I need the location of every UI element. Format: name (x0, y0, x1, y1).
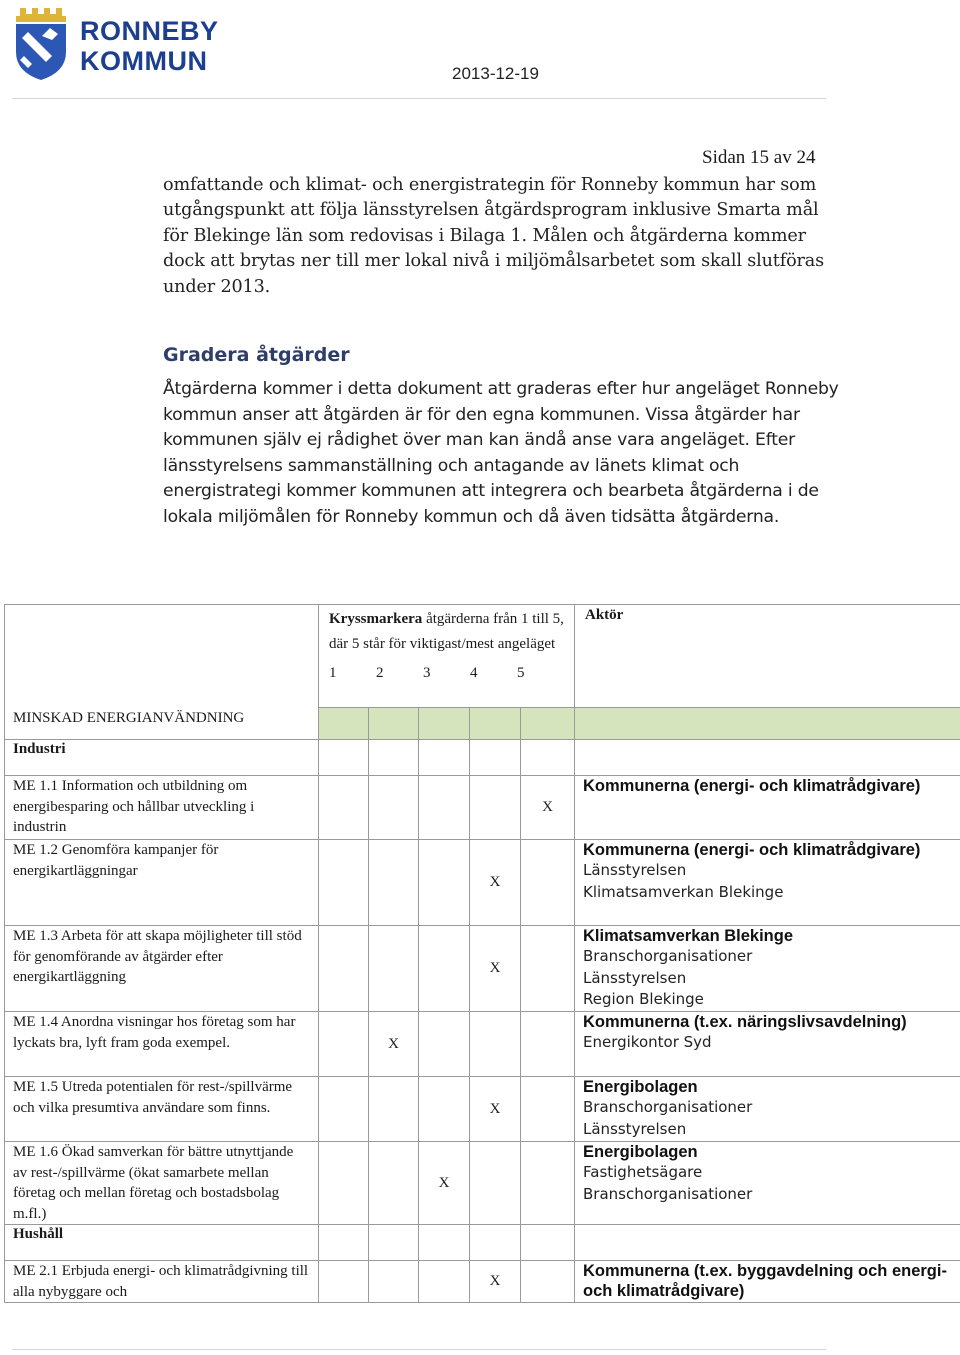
grade-mark: X (470, 1261, 521, 1303)
section-paragraph: Åtgärderna kommer i detta dokument att graderas efter hur angeläget Ronneby kommun anser att åtgärden är för den egna kommunen. Vissa åtgärder har kommunen själv ej rådighet över man kan ändå anse vara angeläget. Efter länsstyrelsens sammanställning och antagande av länets klimat och energistrategi kommer kommunen att integrera och bearbeta åtgärderna i de lokala miljömålen för Ronneby kommun och då även tidsätta åtgärderna. (163, 379, 839, 527)
actor-secondary: Energikontor Syd (583, 1033, 712, 1051)
grade-cell (369, 776, 419, 840)
grade-cell (521, 1012, 575, 1077)
subsection-industri: Industri (5, 740, 319, 776)
subsection-hushall: Hushåll (5, 1225, 319, 1261)
actor-cell (575, 840, 960, 926)
actor-secondary: Länsstyrelsen (583, 1119, 687, 1138)
grade-cell (369, 1077, 419, 1142)
empty-cell (575, 1225, 960, 1261)
empty-cell (470, 740, 521, 776)
grade-cell (470, 1142, 521, 1225)
grade-cell (419, 926, 470, 1012)
actor-cell (575, 1077, 960, 1142)
grading-header (319, 605, 575, 708)
actor-primary: Kommunerna (t.ex. byggavdelning och energi- och klimatrådgivare) (583, 1262, 947, 1300)
empty-cell (369, 1225, 419, 1261)
footer-divider (12, 1349, 826, 1350)
empty-cell (521, 740, 575, 776)
section-heading: Gradera åtgärder (163, 344, 350, 366)
green-cell (470, 708, 521, 740)
empty-cell (319, 740, 369, 776)
grade-cell (521, 926, 575, 1012)
measure-cell: ME 1.1 Information och utbildning om energibesparing och hållbar utveckling i industrin (5, 776, 319, 840)
actor-header: Aktör (575, 605, 960, 708)
category-cell (5, 605, 319, 740)
page-number: Sidan 15 av 24 (702, 147, 816, 168)
green-cell (575, 708, 960, 740)
empty-cell (419, 740, 470, 776)
empty-cell (521, 1225, 575, 1261)
measure-cell: ME 2.1 Erbjuda energi- och klimatrådgivning till alla nybyggare och (5, 1261, 319, 1303)
grade-cell (369, 926, 419, 1012)
measure-cell: ME 1.2 Genomföra kampanjer för energikartläggningar (5, 840, 319, 926)
grade-cell (319, 1012, 369, 1077)
scale-5: 5 (517, 665, 525, 681)
actor-secondary: Fastighetsägare (583, 1163, 703, 1181)
empty-cell (470, 1225, 521, 1261)
grade-cell (419, 840, 470, 926)
grade-cell (470, 776, 521, 840)
grade-cell (319, 776, 369, 840)
grade-cell (470, 1012, 521, 1077)
actor-cell (575, 776, 960, 840)
grade-cell (319, 1077, 369, 1142)
actor-primary: Kommunerna (energi- och klimatrådgivare) (583, 777, 921, 795)
actor-secondary: Klimatsamverkan Blekinge (583, 882, 784, 901)
actor-secondary: Branschorganisationer (583, 1098, 753, 1116)
grade-mark: X (470, 840, 521, 926)
actor-secondary: Region Blekinge (583, 990, 704, 1008)
measure-cell: ME 1.3 Arbeta för att skapa möjligheter till stöd för genomförande av åtgärder efter energikartläggning (5, 926, 319, 1012)
actor-primary: Energibolagen (583, 1078, 698, 1096)
grade-cell (369, 840, 419, 926)
actor-cell (575, 1012, 960, 1077)
category-label: MINSKAD ENERGIANVÄNDNING (13, 710, 245, 726)
measures-table (4, 604, 960, 1303)
grade-mark: X (470, 1077, 521, 1142)
actor-secondary: Länsstyrelsen (583, 968, 687, 987)
actor-cell (575, 926, 960, 1012)
header-divider (12, 98, 826, 99)
scale-2: 2 (376, 665, 384, 681)
actor-primary: Klimatsamverkan Blekinge (583, 927, 794, 945)
grading-scale (329, 657, 564, 688)
grade-mark: X (470, 926, 521, 1012)
green-cell (319, 708, 369, 740)
grade-cell (319, 840, 369, 926)
grade-cell (419, 1012, 470, 1077)
grade-cell (521, 1142, 575, 1225)
grade-cell (419, 1077, 470, 1142)
grade-cell (369, 1142, 419, 1225)
table-row (5, 1261, 960, 1303)
empty-cell (575, 740, 960, 776)
empty-cell (419, 1225, 470, 1261)
grade-cell (319, 1142, 369, 1225)
table-row (5, 1012, 960, 1077)
grade-mark: X (369, 1012, 419, 1077)
actor-secondary: Branschorganisationer (583, 947, 753, 965)
subsection-row (5, 1225, 960, 1261)
table-row (5, 926, 960, 1012)
grade-cell (319, 1261, 369, 1303)
grade-cell (419, 1261, 470, 1303)
measure-cell: ME 1.4 Anordna visningar hos företag som har lyckats bra, lyft fram goda exempel. (5, 1012, 319, 1077)
grading-header-bold: Kryssmarkera (329, 611, 423, 627)
empty-cell (369, 740, 419, 776)
header-date: 2013-12-19 (452, 64, 539, 83)
green-cell (369, 708, 419, 740)
actor-secondary: Länsstyrelsen (583, 861, 687, 879)
grade-cell (319, 926, 369, 1012)
grade-cell (521, 840, 575, 926)
coat-of-arms-icon (12, 4, 72, 84)
grade-cell (521, 1261, 575, 1303)
actor-primary: Energibolagen (583, 1143, 698, 1161)
logo-text-line1: RONNEBY (80, 16, 219, 46)
actor-cell (575, 1261, 960, 1303)
scale-4: 4 (470, 665, 478, 681)
grading-header-text: åtgärderna från 1 till 5, där 5 står för viktigast/mest angeläget (329, 611, 564, 652)
table-row (5, 1077, 960, 1142)
grade-cell (369, 1261, 419, 1303)
actor-cell (575, 1142, 960, 1225)
actor-primary: Kommunerna (t.ex. näringslivsavdelning) (583, 1013, 907, 1031)
measure-cell: ME 1.6 Ökad samverkan för bättre utnyttjande av rest-/spillvärme (ökat samarbete mellan företag och mellan företag och bostadsbolag m.fl.) (5, 1142, 319, 1225)
grade-cell (521, 1077, 575, 1142)
scale-3: 3 (423, 665, 431, 681)
table-row (5, 1142, 960, 1225)
intro-paragraph: omfattande och klimat- och energistrategin för Ronneby kommun har som utgångspunkt att följa länsstyrelsen åtgärdsprogram inklusive Smarta mål för Blekinge län som redovisas i Bilaga 1. Målen och åtgärderna kommer dock att brytas ner till mer lokal nivå i miljömålsarbetet som skall slutföras under 2013. (163, 175, 824, 297)
actor-primary: Kommunerna (energi- och klimatrådgivare) (583, 841, 921, 859)
green-cell (521, 708, 575, 740)
table-row (5, 840, 960, 926)
table-row (5, 776, 960, 840)
grade-mark: X (419, 1142, 470, 1225)
measure-cell: ME 1.5 Utreda potentialen för rest-/spillvärme och vilka presumtiva användare som finns. (5, 1077, 319, 1142)
empty-cell (319, 1225, 369, 1261)
actor-secondary: Branschorganisationer (583, 1184, 753, 1203)
ronneby-kommun-logo (12, 4, 219, 84)
scale-1: 1 (329, 665, 337, 681)
green-cell (419, 708, 470, 740)
grade-cell (419, 776, 470, 840)
grade-mark: X (521, 776, 575, 840)
logo-text-line2: KOMMUN (80, 46, 208, 76)
